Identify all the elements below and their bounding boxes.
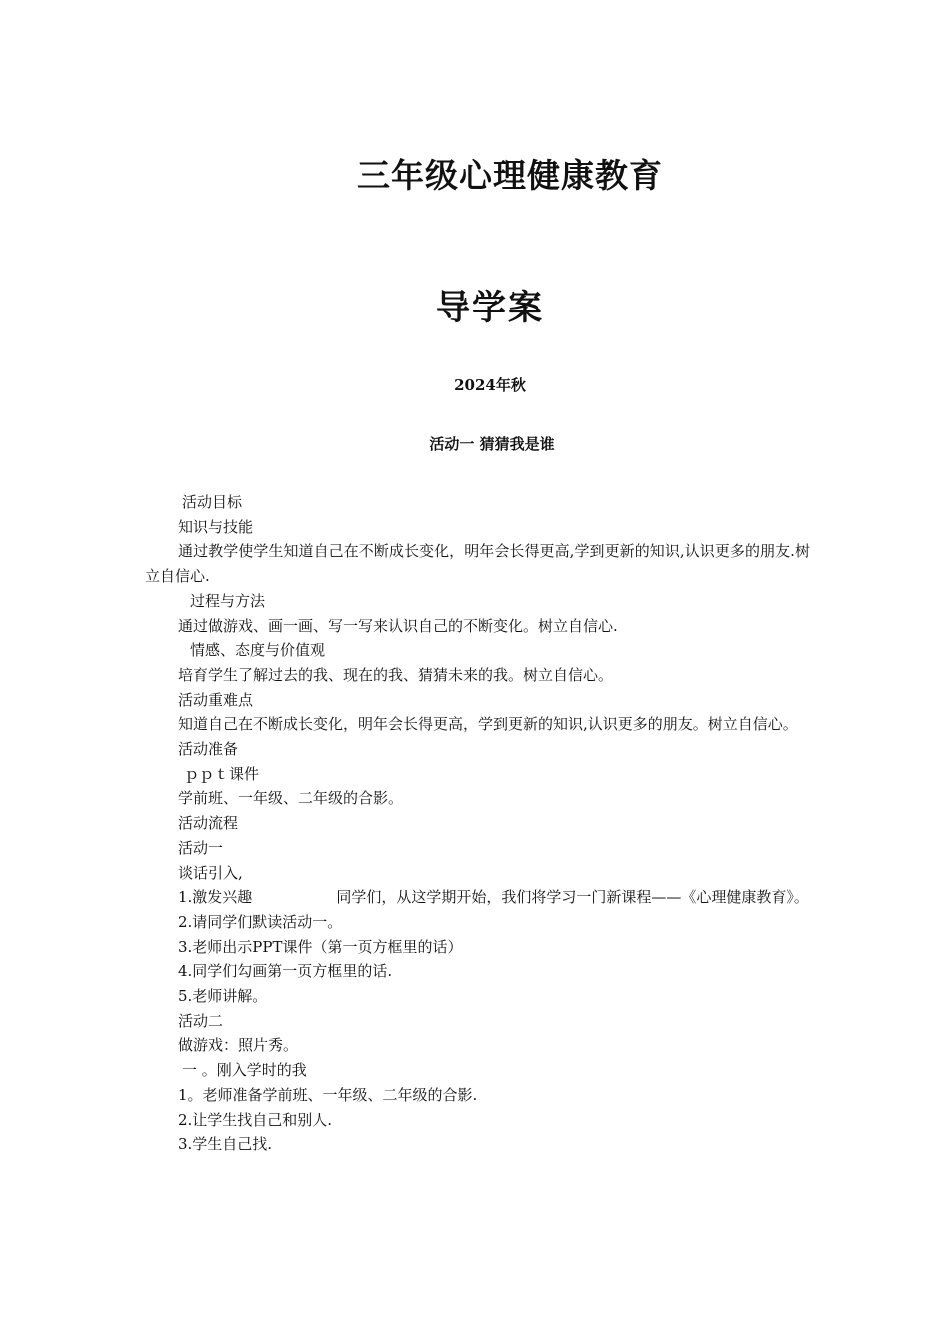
paragraph: 培育学生了解过去的我、现在的我、猜猜未来的我。树立自信心。 <box>178 665 614 684</box>
document-title: 三年级心理健康教育 <box>357 156 663 195</box>
list-item-label: 1.激发兴趣 <box>178 888 253 907</box>
paragraph: 知道自己在不断成长变化，明年会长得更高，学到更新的知识,认识更多的朋友。树立自信心。 <box>178 715 798 734</box>
section-heading-goals: 活动目标 <box>182 493 243 511</box>
list-item: 3.老师出示PPT课件（第一页方框里的话） <box>178 937 463 956</box>
subheading-process: 过程与方法 <box>190 591 266 610</box>
list-item: 5.老师讲解。 <box>178 987 268 1006</box>
paragraph: 学前班、一年级、二年级的合影。 <box>178 789 404 808</box>
subheading-attitude: 情感、态度与价值观 <box>190 641 326 660</box>
subsection-heading: 一 。刚入学时的我 <box>182 1061 307 1080</box>
list-item-text: 同学们，从这学期开始，我们将学习一门新课程——《心理健康教育》。 <box>336 888 809 907</box>
paragraph: ｐｐｔ课件 <box>184 764 260 783</box>
section-heading-process: 活动流程 <box>178 814 239 833</box>
list-item: 4.同学们勾画第一页方框里的话. <box>178 962 393 981</box>
paragraph: 通过教学使学生知道自己在不断成长变化，明年会长得更高,学到更新的知识,认识更多的朋友.树立自信心. <box>145 542 810 586</box>
activity-label: 活动二 <box>178 1011 224 1030</box>
subheading-knowledge: 知识与技能 <box>178 517 254 536</box>
paragraph: 做游戏：照片秀。 <box>178 1036 299 1055</box>
activity-heading: 活动一 猜猜我是谁 <box>429 435 555 453</box>
document-subtitle: 导学案 <box>436 288 544 328</box>
list-item: 2.让学生找自己和别人. <box>178 1110 333 1129</box>
list-item: 1。老师准备学前班、一年级、二年级的合影. <box>178 1085 478 1104</box>
list-item: 3.学生自己找. <box>178 1135 273 1154</box>
section-heading-key-points: 活动重难点 <box>178 690 254 709</box>
activity-label: 活动一 <box>178 838 224 857</box>
paragraph: 通过做游戏、画一画、写一写来认识自己的不断变化。树立自信心. <box>178 616 618 635</box>
document-body <box>145 490 810 1157</box>
section-heading-preparation: 活动准备 <box>178 740 239 759</box>
list-item <box>145 885 810 910</box>
list-item: 2.请同学们默读活动一。 <box>178 912 343 931</box>
document-date: 2024年秋 <box>454 376 526 394</box>
paragraph: 谈话引入, <box>178 863 243 882</box>
